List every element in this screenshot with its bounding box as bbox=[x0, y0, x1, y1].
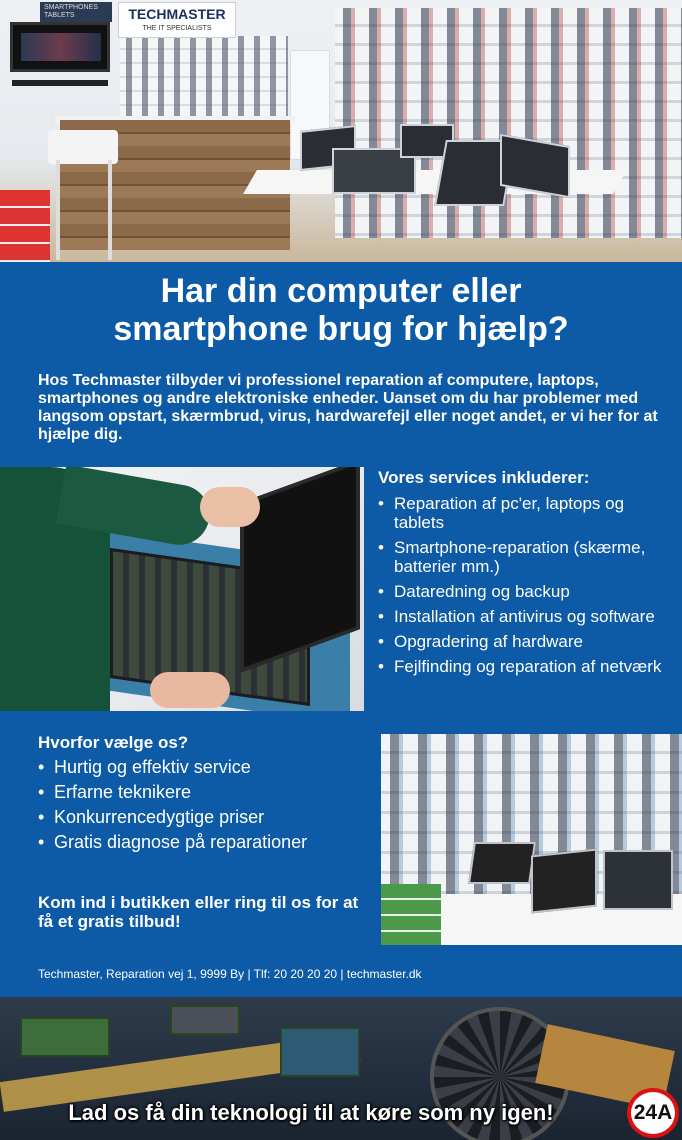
laptop-repair-photo bbox=[0, 467, 364, 711]
product-wall-right bbox=[335, 8, 682, 238]
why-us-item: • Gratis diagnose på reparationer bbox=[38, 832, 368, 852]
slogan: Lad os få din teknologi til at køre som ny igen! bbox=[68, 1100, 554, 1125]
circuit-chip bbox=[280, 1027, 360, 1077]
service-item: • Reparation af pc'er, laptops og tablets bbox=[378, 494, 672, 532]
contact-address: Techmaster, Reparation vej 1, 9999 By | Tlf: 20 20 20 20 | techmaster.dk bbox=[38, 967, 422, 981]
product-wall-left bbox=[120, 36, 288, 120]
why-us-title: Hvorfor vælge os? bbox=[38, 733, 189, 752]
services-section bbox=[378, 468, 672, 682]
badge-24a: 24A bbox=[627, 1088, 679, 1138]
service-item: • Smartphone-reparation (skærme, batterier mm.) bbox=[378, 538, 672, 576]
why-us-item: • Konkurrencedygtige priser bbox=[38, 807, 368, 827]
laptop-display bbox=[603, 850, 673, 910]
call-to-action: Kom ind i butikken eller ring til os for at få et gratis tilbud! bbox=[38, 893, 359, 931]
store-sign bbox=[118, 2, 236, 38]
store-sign-tagline: THE IT SPECIALISTS bbox=[142, 25, 212, 32]
headline bbox=[0, 272, 682, 348]
technician-hand bbox=[200, 487, 260, 527]
service-item: • Dataredning og backup bbox=[378, 582, 672, 601]
product-boxes bbox=[381, 884, 441, 945]
stool-leg bbox=[56, 160, 60, 260]
why-us-section bbox=[38, 733, 368, 857]
soundbar bbox=[12, 80, 108, 86]
services-title: Vores services inkluderer: bbox=[378, 468, 590, 487]
store-interior-photo bbox=[0, 0, 682, 262]
headline-line2: smartphone brug for hjælp? bbox=[113, 310, 569, 348]
wall-tv bbox=[10, 22, 110, 72]
headline-line1: Har din computer eller bbox=[160, 272, 522, 310]
service-item: • Fejlfinding og reparation af netværk bbox=[378, 657, 672, 676]
intro-paragraph: Hos Techmaster tilbyder vi professionel reparation af computere, laptops, smartphones og andre elektroniske enheder. Uanset om du har problemer med langsom opstart, skærmbrud, virus, hardwarefejl eller noget andet, er vi her for at hjælpe dig. bbox=[38, 372, 658, 443]
circuit-chip bbox=[170, 1005, 240, 1035]
service-item: • Opgradering af hardware bbox=[378, 632, 672, 651]
product-boxes bbox=[0, 190, 50, 262]
wall-category-list: SMARTPHONES TABLETS bbox=[40, 2, 112, 22]
service-item: • Installation af antivirus og software bbox=[378, 607, 672, 626]
laptop-display bbox=[531, 849, 597, 914]
why-us-list bbox=[38, 757, 368, 852]
store-sign-brand: TECHMASTER bbox=[128, 6, 226, 22]
why-us-item: • Hurtig og effektiv service bbox=[38, 757, 368, 777]
why-us-item: • Erfarne teknikere bbox=[38, 782, 368, 802]
bar-stool bbox=[48, 130, 118, 164]
store-shelf-photo bbox=[381, 734, 682, 945]
technician-hand bbox=[150, 672, 230, 708]
circuit-chip bbox=[20, 1017, 110, 1057]
stool-leg bbox=[108, 160, 112, 260]
services-list bbox=[378, 494, 672, 676]
laptop-display bbox=[468, 842, 536, 884]
